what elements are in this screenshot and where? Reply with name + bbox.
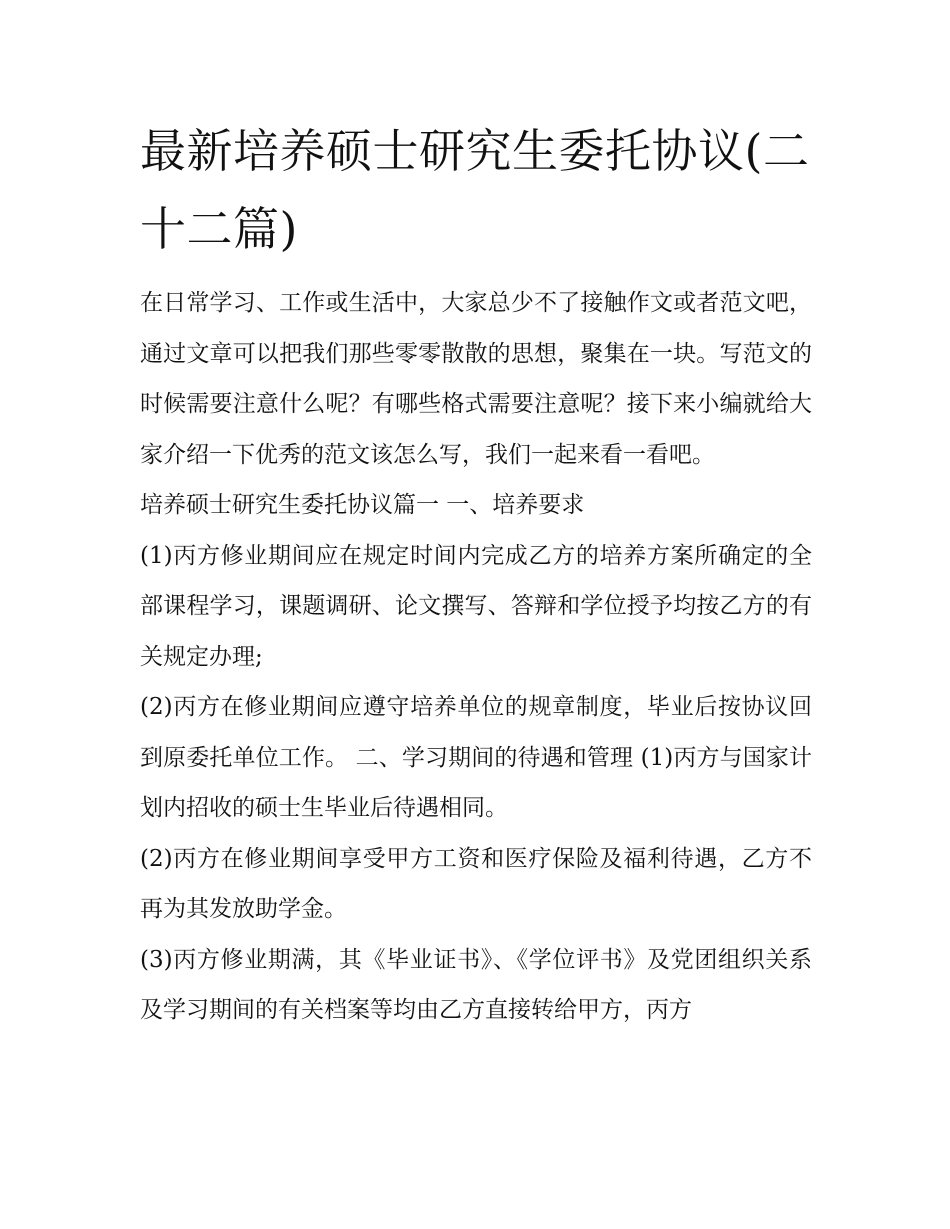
paragraph-item-3: (3)丙方修业期满，其《毕业证书》、《学位评书》及党团组织关系及学习期间的有关档案等均由乙方直接转给甲方，丙方 [140,946,812,1023]
paragraph-intro: 在日常学习、工作或生活中，大家总少不了接触作文或者范文吧，通过文章可以把我们那些零零散散的思想，聚集在一块。写范文的时候需要注意什么呢？有哪些格式需要注意呢？接下来小编就给大家介绍一下优秀的范文该怎么写，我们一起来看一看吧。 [140,290,812,468]
paragraph-item-2: (2)丙方在修业期间应遵守培养单位的规章制度，毕业后按协议回到原委托单位工作。 二、学习期间的待遇和管理 (1)丙方与国家计划内招收的硕士生毕业后待遇相同。 [140,694,812,821]
document-body [140,278,812,1036]
paragraph-section-heading: 培养硕士研究生委托协议篇一 一、培养要求 [140,492,585,518]
paragraph-item-2b: (2)丙方在修业期间享受甲方工资和医疗保险及福利待遇，乙方不再为其发放助学金。 [140,845,812,922]
document-page [140,112,812,1036]
paragraph-item-1: (1)丙方修业期间应在规定时间内完成乙方的培养方案所确定的全部课程学习，课题调研、论文撰写、答辩和学位授予均按乙方的有关规定办理; [140,542,812,670]
document-title: 最新培养硕士研究生委托协议(二十二篇) [140,124,810,256]
